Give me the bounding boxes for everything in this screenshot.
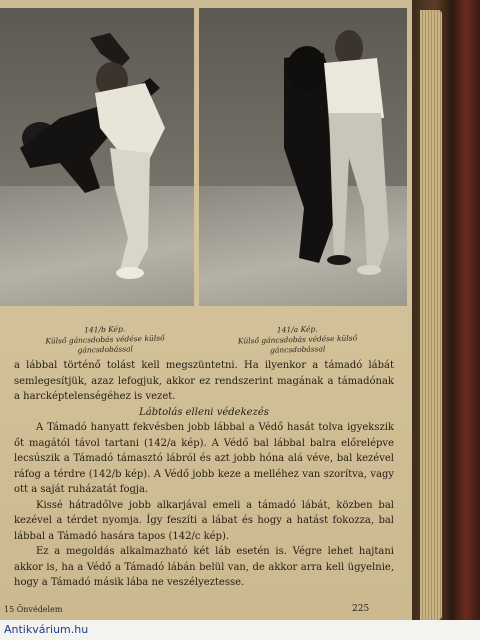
section-heading: Lábtolás elleni védekezés	[139, 406, 269, 418]
page-stack	[420, 10, 442, 620]
paragraph: Kissé hátradőlve jobb alkarjával emeli a támadó lábát, közben bal kezével a térdet nyomja. Így feszíti a lábat és hogy a hatást fokozza, bal lábbal a Támadó hasára tapos (142/c kép).	[14, 499, 394, 542]
footer-signature: 15 Önvédelem	[4, 605, 63, 614]
photo-left	[0, 8, 194, 306]
paragraph: a lábbal történő tolást kell megszüntetni. Ha ilyenkor a támadó lábát semlegesítjük, azaz lefogjuk, akkor ez rendszerint magának a támadónak a harcképtelenségéhez is vezet.	[14, 360, 394, 402]
caption-right: 141/a Kép. Külső gáncsdobás védése külső gáncsdobással	[237, 324, 358, 355]
caption-left: 141/b Kép. Külső gáncsdobás védése külső gáncsdobással	[45, 324, 165, 355]
page-number: 225	[352, 604, 370, 614]
photo-right-figures	[199, 8, 407, 306]
paragraph: Ez a megoldás alkalmazható két láb esetén is. Végre lehet hajtani akkor is, ha a Védő a Támadó lábán belül van, de akkor arra kell ügyelnie, hogy a Támadó másik lába ne veszélyeztesse.	[14, 546, 394, 588]
paragraph: A Támadó hanyatt fekvésben jobb lábbal a Védő hasát tolva igyekszik őt magától távol tartani (142/a kép). A Védő bal lábbal balra előrelépve lecsúszik a Támadó támasztó lábról és azt jobb hóna alá véve, bal kezével ráfog a térdre (142/b kép). A Védő jobb keze a melléhez van szorítva, vagy ott a saját ruházatát fogja.	[14, 422, 394, 495]
watermark: Antikvárium.hu	[0, 620, 480, 640]
photo-right	[199, 8, 407, 306]
body-text	[14, 358, 394, 591]
photo-left-figures	[0, 8, 194, 306]
